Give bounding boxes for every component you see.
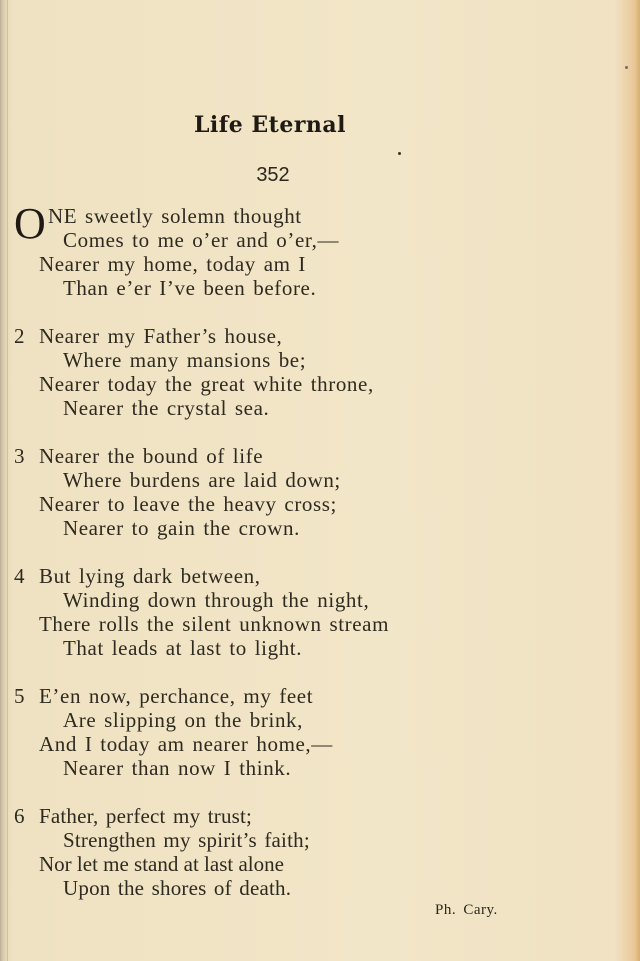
verse-number: 5: [14, 684, 25, 708]
hymn-number: 352: [256, 164, 290, 186]
verse-1-line-1: NE sweetly solemn thought: [48, 204, 302, 228]
verse-1-line-3: Nearer my home, today am I: [39, 252, 307, 276]
verse-6-line-2: Strengthen my spirit’s faith;: [63, 828, 310, 852]
ink-speck: [625, 66, 628, 69]
verse-5-line-3: And I today am nearer home,—: [39, 732, 333, 756]
verse-number: 4: [14, 564, 25, 588]
page-gutter-line: [7, 0, 8, 961]
verse-5-line-4: Nearer than now I think.: [63, 756, 292, 780]
verse-3-line-2: Where burdens are laid down;: [63, 468, 341, 492]
ink-speck: [398, 152, 401, 155]
verse-2-line-1: Nearer my Father’s house,: [39, 324, 283, 348]
hymn-author: Ph. Cary.: [435, 902, 498, 918]
verse-2-line-2: Where many mansions be;: [63, 348, 307, 372]
verse-6-line-1: Father, perfect my trust;: [39, 804, 253, 828]
verse-3-line-3: Nearer to leave the heavy cross;: [39, 492, 337, 516]
section-title: Life Eternal: [193, 112, 347, 138]
verse-4-line-4: That leads at last to light.: [63, 636, 303, 660]
verse-3-line-4: Nearer to gain the crown.: [63, 516, 300, 540]
verse-4-line-3: There rolls the silent unknown stream: [39, 612, 390, 636]
verse-1-line-4: Than e’er I’ve been before.: [63, 276, 317, 300]
verse-1-line-2: Comes to me o’er and o’er,—: [63, 228, 340, 252]
verse-2-line-4: Nearer the crystal sea.: [63, 396, 270, 420]
verse-6-line-4: Upon the shores of death.: [63, 876, 292, 900]
page-right-edge: [634, 0, 640, 961]
verse-3-line-1: Nearer the bound of life: [39, 444, 264, 468]
page-gutter-edge: [0, 0, 7, 961]
verse-5-line-1: E’en now, perchance, my feet: [39, 684, 314, 708]
verse-2-line-3: Nearer today the great white throne,: [39, 372, 374, 396]
verse-number: 2: [14, 324, 25, 348]
verse-4-line-1: But lying dark between,: [39, 564, 261, 588]
verse-4-line-2: Winding down through the night,: [63, 588, 370, 612]
verse-6-line-3: Nor let me stand at last alone: [39, 852, 284, 876]
verse-5-line-2: Are slipping on the brink,: [63, 708, 303, 732]
verse-number: 3: [14, 444, 25, 468]
drop-cap: O: [14, 199, 46, 248]
verse-number: 6: [14, 804, 25, 828]
